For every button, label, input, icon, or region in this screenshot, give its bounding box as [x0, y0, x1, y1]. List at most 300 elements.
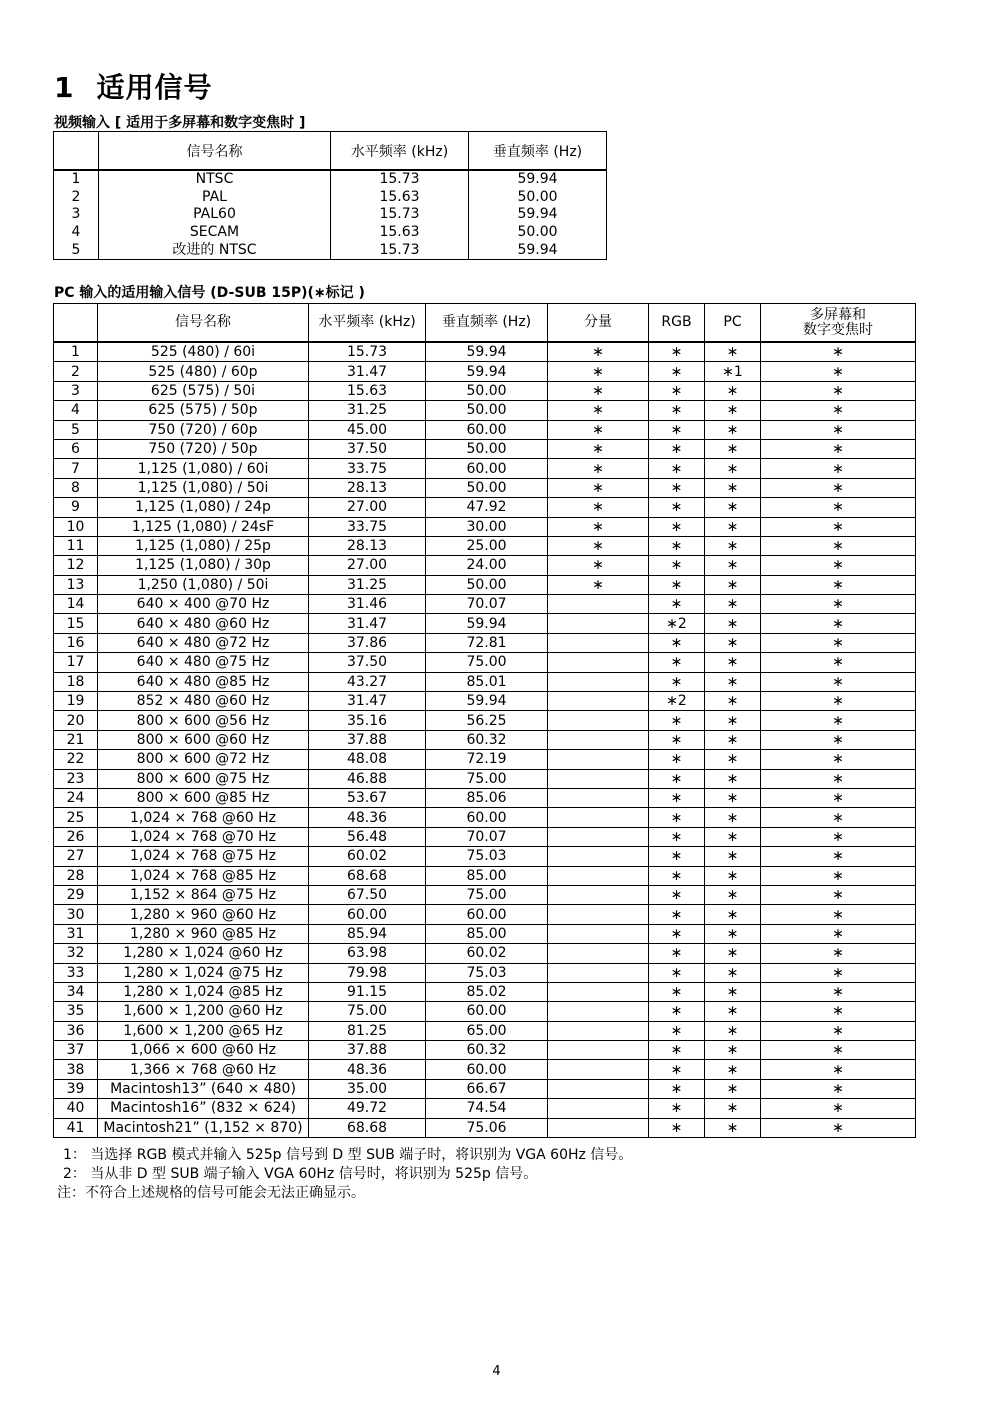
table-cell: 18 [54, 672, 98, 691]
table-cell: 1,600 × 1,200 @60 Hz [98, 1002, 309, 1021]
table-cell: ∗ [761, 1060, 916, 1079]
table-cell: 46.88 [309, 769, 426, 788]
table-cell: 79.98 [309, 963, 426, 982]
table-cell: 65.00 [426, 1021, 548, 1040]
table-cell: 36 [54, 1021, 98, 1040]
table-cell: 25.00 [426, 536, 548, 555]
table-cell: 74.54 [426, 1099, 548, 1118]
table-cell: 625 (575) / 50p [98, 401, 309, 420]
table-cell: 15.63 [309, 381, 426, 400]
table-cell [548, 1002, 649, 1021]
table-cell: ∗ [705, 905, 761, 924]
table-cell: ∗ [649, 750, 705, 769]
table-cell: 21 [54, 730, 98, 749]
table-cell: 1,600 × 1,200 @65 Hz [98, 1021, 309, 1040]
table-cell: 60.00 [309, 905, 426, 924]
table-cell: ∗ [705, 633, 761, 652]
table-row [54, 206, 607, 224]
table-cell: 2 [54, 362, 98, 381]
table-cell: 38 [54, 1060, 98, 1079]
table-cell: 26 [54, 827, 98, 846]
table-cell: ∗ [705, 1060, 761, 1079]
table-cell: ∗ [649, 633, 705, 652]
table-cell: ∗ [649, 342, 705, 362]
table-cell: 31 [54, 924, 98, 943]
table-cell: 640 × 480 @75 Hz [98, 653, 309, 672]
table-cell: ∗ [705, 595, 761, 614]
table-cell: 48.36 [309, 808, 426, 827]
table-cell: ∗ [761, 381, 916, 400]
page-title [54, 66, 213, 106]
table-cell: 2 [54, 189, 99, 207]
table-cell: ∗ [761, 1099, 916, 1118]
table-cell [548, 788, 649, 807]
table-cell [548, 847, 649, 866]
table-cell: ∗ [705, 788, 761, 807]
table-row [54, 1118, 916, 1137]
table-cell: ∗1 [705, 362, 761, 381]
table-cell: 1,125 (1,080) / 60i [98, 459, 309, 478]
table-cell: 59.94 [469, 206, 607, 224]
pc-header-cell: 垂直频率 (Hz) [426, 304, 548, 343]
table-cell: 59.94 [426, 342, 548, 362]
table-cell: ∗ [761, 595, 916, 614]
table-cell: 60.00 [426, 905, 548, 924]
table-cell: ∗ [705, 459, 761, 478]
table-cell: 40 [54, 1099, 98, 1118]
table-cell: ∗ [649, 924, 705, 943]
table-cell [548, 1060, 649, 1079]
table-cell: 50.00 [426, 478, 548, 497]
table-cell: ∗ [649, 847, 705, 866]
table-cell: ∗ [705, 536, 761, 555]
table-row [54, 1099, 916, 1118]
table-cell: ∗ [649, 401, 705, 420]
pc-header-cell: 多屏幕和 数字变焦时 [761, 304, 916, 343]
table-cell: 47.92 [426, 498, 548, 517]
pc-section-title: PC 输入的适用输入信号 (D-SUB 15P)(∗标记 ) [54, 285, 365, 301]
table-cell: 29 [54, 885, 98, 904]
table-cell: ∗ [649, 517, 705, 536]
table-row [54, 536, 916, 555]
table-cell: 43.27 [309, 672, 426, 691]
table-cell: ∗ [705, 1021, 761, 1040]
pc-header-cell: 分量 [548, 304, 649, 343]
table-row [54, 808, 916, 827]
table-cell: 33.75 [309, 459, 426, 478]
table-cell: 16 [54, 633, 98, 652]
table-cell: 91.15 [309, 982, 426, 1001]
table-cell [548, 1079, 649, 1098]
table-cell: ∗ [649, 944, 705, 963]
table-cell: ∗ [761, 653, 916, 672]
pc-header-cell: 信号名称 [98, 304, 309, 343]
table-row [54, 769, 916, 788]
table-row [54, 420, 916, 439]
table-cell: 37.50 [309, 653, 426, 672]
table-row [54, 342, 916, 362]
table-cell: 28.13 [309, 478, 426, 497]
table-cell: ∗ [649, 1002, 705, 1021]
table-cell: ∗ [649, 575, 705, 594]
table-cell: 15.73 [331, 241, 469, 259]
table-cell [548, 711, 649, 730]
table-cell: ∗ [649, 866, 705, 885]
table-cell: 1,024 × 768 @60 Hz [98, 808, 309, 827]
table-cell: 1 [54, 170, 99, 189]
table-cell: 23 [54, 769, 98, 788]
table-cell: 9 [54, 498, 98, 517]
table-cell: 66.67 [426, 1079, 548, 1098]
table-cell: 37.88 [309, 730, 426, 749]
table-row [54, 982, 916, 1001]
table-cell: ∗ [761, 1041, 916, 1060]
table-cell: ∗ [649, 1079, 705, 1098]
table-cell: ∗ [649, 982, 705, 1001]
table-cell: 5 [54, 241, 99, 259]
table-cell: ∗ [548, 420, 649, 439]
table-cell: ∗ [761, 401, 916, 420]
table-cell [548, 614, 649, 633]
table-cell: ∗ [649, 478, 705, 497]
table-cell: ∗ [705, 982, 761, 1001]
table-cell [548, 866, 649, 885]
table-cell: 59.94 [426, 692, 548, 711]
table-cell: ∗ [705, 885, 761, 904]
table-cell: 67.50 [309, 885, 426, 904]
table-cell: 75.03 [426, 847, 548, 866]
table-cell: 15.73 [309, 342, 426, 362]
table-row [54, 498, 916, 517]
table-row [54, 1060, 916, 1079]
table-cell: ∗ [705, 692, 761, 711]
table-row [54, 633, 916, 652]
pc-header-cell: RGB [649, 304, 705, 343]
pc-header-cell [54, 304, 98, 343]
table-cell: ∗ [761, 847, 916, 866]
table-cell: 75.00 [309, 1002, 426, 1021]
table-cell: ∗ [705, 1079, 761, 1098]
table-cell: ∗ [705, 653, 761, 672]
table-cell: 50.00 [426, 381, 548, 400]
table-row [54, 847, 916, 866]
table-cell: 17 [54, 653, 98, 672]
table-cell: ∗ [761, 362, 916, 381]
table-cell: 53.67 [309, 788, 426, 807]
table-cell: Macintosh16” (832 × 624) [98, 1099, 309, 1118]
table-cell: 4 [54, 401, 98, 420]
table-cell: ∗ [649, 536, 705, 555]
table-cell: 39 [54, 1079, 98, 1098]
table-cell: ∗ [649, 1118, 705, 1137]
table-header-row [54, 304, 916, 343]
table-cell: ∗ [705, 750, 761, 769]
table-cell: ∗ [705, 672, 761, 691]
table-row [54, 517, 916, 536]
table-cell: 1,152 × 864 @75 Hz [98, 885, 309, 904]
table-cell: ∗ [649, 362, 705, 381]
table-cell: 85.00 [426, 924, 548, 943]
table-cell: Macintosh21” (1,152 × 870) [98, 1118, 309, 1137]
table-cell: 1,280 × 960 @85 Hz [98, 924, 309, 943]
table-row [54, 1041, 916, 1060]
table-cell: 75.03 [426, 963, 548, 982]
table-cell: 28 [54, 866, 98, 885]
table-cell: 30.00 [426, 517, 548, 536]
table-cell: 15.73 [331, 206, 469, 224]
table-cell: 49.72 [309, 1099, 426, 1118]
table-cell: ∗ [649, 498, 705, 517]
table-cell: ∗ [649, 1021, 705, 1040]
table-cell: ∗ [761, 769, 916, 788]
table-header-row [54, 132, 607, 171]
table-cell: 750 (720) / 50p [98, 439, 309, 458]
table-cell: 34 [54, 982, 98, 1001]
table-cell: ∗ [705, 730, 761, 749]
table-row [54, 866, 916, 885]
table-cell [548, 982, 649, 1001]
table-cell: 31.47 [309, 362, 426, 381]
table-cell: 59.94 [469, 170, 607, 189]
table-cell: ∗ [649, 595, 705, 614]
table-cell: 41 [54, 1118, 98, 1137]
table-cell: ∗ [548, 575, 649, 594]
table-cell: ∗ [761, 885, 916, 904]
table-cell: ∗ [705, 866, 761, 885]
table-cell: ∗ [649, 769, 705, 788]
table-cell: ∗ [705, 420, 761, 439]
table-cell: 48.36 [309, 1060, 426, 1079]
table-cell [548, 827, 649, 846]
table-cell: 33.75 [309, 517, 426, 536]
table-row [54, 1079, 916, 1098]
table-cell: ∗ [548, 498, 649, 517]
table-cell: ∗ [705, 769, 761, 788]
table-cell: ∗ [649, 711, 705, 730]
pc-header-cell: 水平频率 (kHz) [309, 304, 426, 343]
table-cell: 70.07 [426, 827, 548, 846]
table-row [54, 1002, 916, 1021]
table-row [54, 730, 916, 749]
table-cell: 1,125 (1,080) / 25p [98, 536, 309, 555]
page-title-number: 1 [54, 71, 75, 104]
table-cell: ∗ [649, 1099, 705, 1118]
table-cell: 72.19 [426, 750, 548, 769]
table-cell: ∗ [761, 614, 916, 633]
table-cell: ∗ [761, 750, 916, 769]
table-cell: 50.00 [426, 575, 548, 594]
table-cell: ∗ [761, 944, 916, 963]
table-row [54, 575, 916, 594]
table-cell: 1,280 × 960 @60 Hz [98, 905, 309, 924]
table-cell: 60.00 [426, 1060, 548, 1079]
table-cell: ∗ [649, 672, 705, 691]
table-cell: ∗ [705, 924, 761, 943]
table-cell [548, 653, 649, 672]
video-section-title: 视频输入 [ 适用于多屏幕和数字变焦时 ] [54, 115, 306, 131]
table-cell: 1,125 (1,080) / 24p [98, 498, 309, 517]
table-cell: 800 × 600 @75 Hz [98, 769, 309, 788]
table-cell: 35.16 [309, 711, 426, 730]
table-cell: ∗ [705, 1099, 761, 1118]
table-cell: 60.32 [426, 1041, 548, 1060]
table-cell: ∗ [705, 401, 761, 420]
table-cell: ∗ [761, 711, 916, 730]
table-cell: 1,280 × 1,024 @85 Hz [98, 982, 309, 1001]
footnotes [57, 1146, 632, 1203]
video-signal-table [53, 131, 607, 260]
table-cell: ∗ [548, 381, 649, 400]
table-cell: 56.25 [426, 711, 548, 730]
table-cell: 59.94 [426, 362, 548, 381]
table-cell: 800 × 600 @85 Hz [98, 788, 309, 807]
table-cell: 60.00 [426, 420, 548, 439]
table-cell: 60.00 [426, 1002, 548, 1021]
table-cell: 37 [54, 1041, 98, 1060]
table-row [54, 614, 916, 633]
table-cell: ∗ [649, 730, 705, 749]
table-cell: ∗ [761, 905, 916, 924]
table-cell: ∗ [548, 536, 649, 555]
table-row [54, 827, 916, 846]
table-cell: ∗ [548, 556, 649, 575]
table-cell: 11 [54, 536, 98, 555]
table-cell: 20 [54, 711, 98, 730]
table-cell: ∗ [761, 633, 916, 652]
table-cell [548, 905, 649, 924]
table-cell [548, 1099, 649, 1118]
table-cell: ∗ [649, 788, 705, 807]
table-cell: 37.86 [309, 633, 426, 652]
footnote-remark: 注：不符合上述规格的信号可能会无法正确显示。 [57, 1185, 365, 1201]
table-cell: ∗ [548, 459, 649, 478]
table-cell [548, 1041, 649, 1060]
table-row [54, 401, 916, 420]
table-cell: ∗ [649, 556, 705, 575]
table-cell: 75.00 [426, 653, 548, 672]
table-cell: ∗ [649, 1041, 705, 1060]
table-cell: 72.81 [426, 633, 548, 652]
table-cell: 85.06 [426, 788, 548, 807]
table-cell: ∗ [649, 827, 705, 846]
table-cell: ∗ [705, 1118, 761, 1137]
table-cell: ∗ [761, 808, 916, 827]
pc-header-cell: PC [705, 304, 761, 343]
video-header-cell: 水平频率 (kHz) [331, 132, 469, 171]
table-cell: 50.00 [469, 224, 607, 242]
table-cell: ∗ [761, 982, 916, 1001]
table-row [54, 944, 916, 963]
table-cell: 6 [54, 439, 98, 458]
table-cell: SECAM [99, 224, 331, 242]
table-cell: 15 [54, 614, 98, 633]
table-cell: 30 [54, 905, 98, 924]
table-cell: 750 (720) / 60p [98, 420, 309, 439]
table-cell [548, 692, 649, 711]
table-cell: ∗ [705, 381, 761, 400]
table-cell: NTSC [99, 170, 331, 189]
table-cell: ∗ [705, 1002, 761, 1021]
table-row [54, 362, 916, 381]
table-cell: ∗ [705, 944, 761, 963]
table-cell: ∗ [649, 808, 705, 827]
table-cell: 48.08 [309, 750, 426, 769]
table-row [54, 556, 916, 575]
table-cell: 1,125 (1,080) / 50i [98, 478, 309, 497]
table-row [54, 478, 916, 497]
table-cell: 14 [54, 595, 98, 614]
table-cell: 60.00 [426, 808, 548, 827]
table-cell: ∗ [649, 653, 705, 672]
table-cell: 1,125 (1,080) / 30p [98, 556, 309, 575]
table-cell: 63.98 [309, 944, 426, 963]
table-cell: PAL [99, 189, 331, 207]
table-cell: ∗ [548, 478, 649, 497]
table-cell: ∗ [705, 808, 761, 827]
table-cell: 3 [54, 206, 99, 224]
table-row [54, 1021, 916, 1040]
table-cell: 60.00 [426, 459, 548, 478]
table-cell [548, 750, 649, 769]
table-cell: ∗ [705, 439, 761, 458]
table-cell: ∗ [761, 498, 916, 517]
table-cell [548, 595, 649, 614]
table-cell: ∗ [649, 381, 705, 400]
table-cell: 85.01 [426, 672, 548, 691]
table-cell: PAL60 [99, 206, 331, 224]
table-cell: ∗ [705, 847, 761, 866]
table-cell: 800 × 600 @72 Hz [98, 750, 309, 769]
table-cell: 852 × 480 @60 Hz [98, 692, 309, 711]
table-cell: ∗ [705, 342, 761, 362]
table-cell: 7 [54, 459, 98, 478]
table-row [54, 595, 916, 614]
table-cell: 640 × 480 @72 Hz [98, 633, 309, 652]
table-cell: 1,250 (1,080) / 50i [98, 575, 309, 594]
table-cell: 10 [54, 517, 98, 536]
table-cell [548, 808, 649, 827]
table-row [54, 692, 916, 711]
table-cell: 5 [54, 420, 98, 439]
table-cell: ∗ [649, 1060, 705, 1079]
table-cell: ∗ [705, 614, 761, 633]
table-cell: 31.25 [309, 401, 426, 420]
table-cell: 12 [54, 556, 98, 575]
table-cell: ∗ [761, 672, 916, 691]
table-cell: 68.68 [309, 866, 426, 885]
table-cell: 525 (480) / 60p [98, 362, 309, 381]
table-cell [548, 944, 649, 963]
video-header-cell: 垂直频率 (Hz) [469, 132, 607, 171]
table-cell: 45.00 [309, 420, 426, 439]
table-cell: 800 × 600 @56 Hz [98, 711, 309, 730]
table-cell: ∗ [705, 478, 761, 497]
table-cell: ∗ [761, 924, 916, 943]
footnote-2: 2： 当从非 D 型 SUB 端子输入 VGA 60Hz 信号时，将识别为 525p 信号。 [63, 1166, 538, 1182]
table-cell: 525 (480) / 60i [98, 342, 309, 362]
table-cell: Macintosh13” (640 × 480) [98, 1079, 309, 1098]
table-cell: ∗ [761, 963, 916, 982]
table-cell: 75.00 [426, 769, 548, 788]
table-cell: ∗ [761, 478, 916, 497]
table-cell: 25 [54, 808, 98, 827]
table-cell: 50.00 [426, 439, 548, 458]
table-cell: ∗ [761, 536, 916, 555]
table-cell: 85.94 [309, 924, 426, 943]
table-cell: ∗ [705, 827, 761, 846]
table-row [54, 170, 607, 189]
table-cell: 1 [54, 342, 98, 362]
